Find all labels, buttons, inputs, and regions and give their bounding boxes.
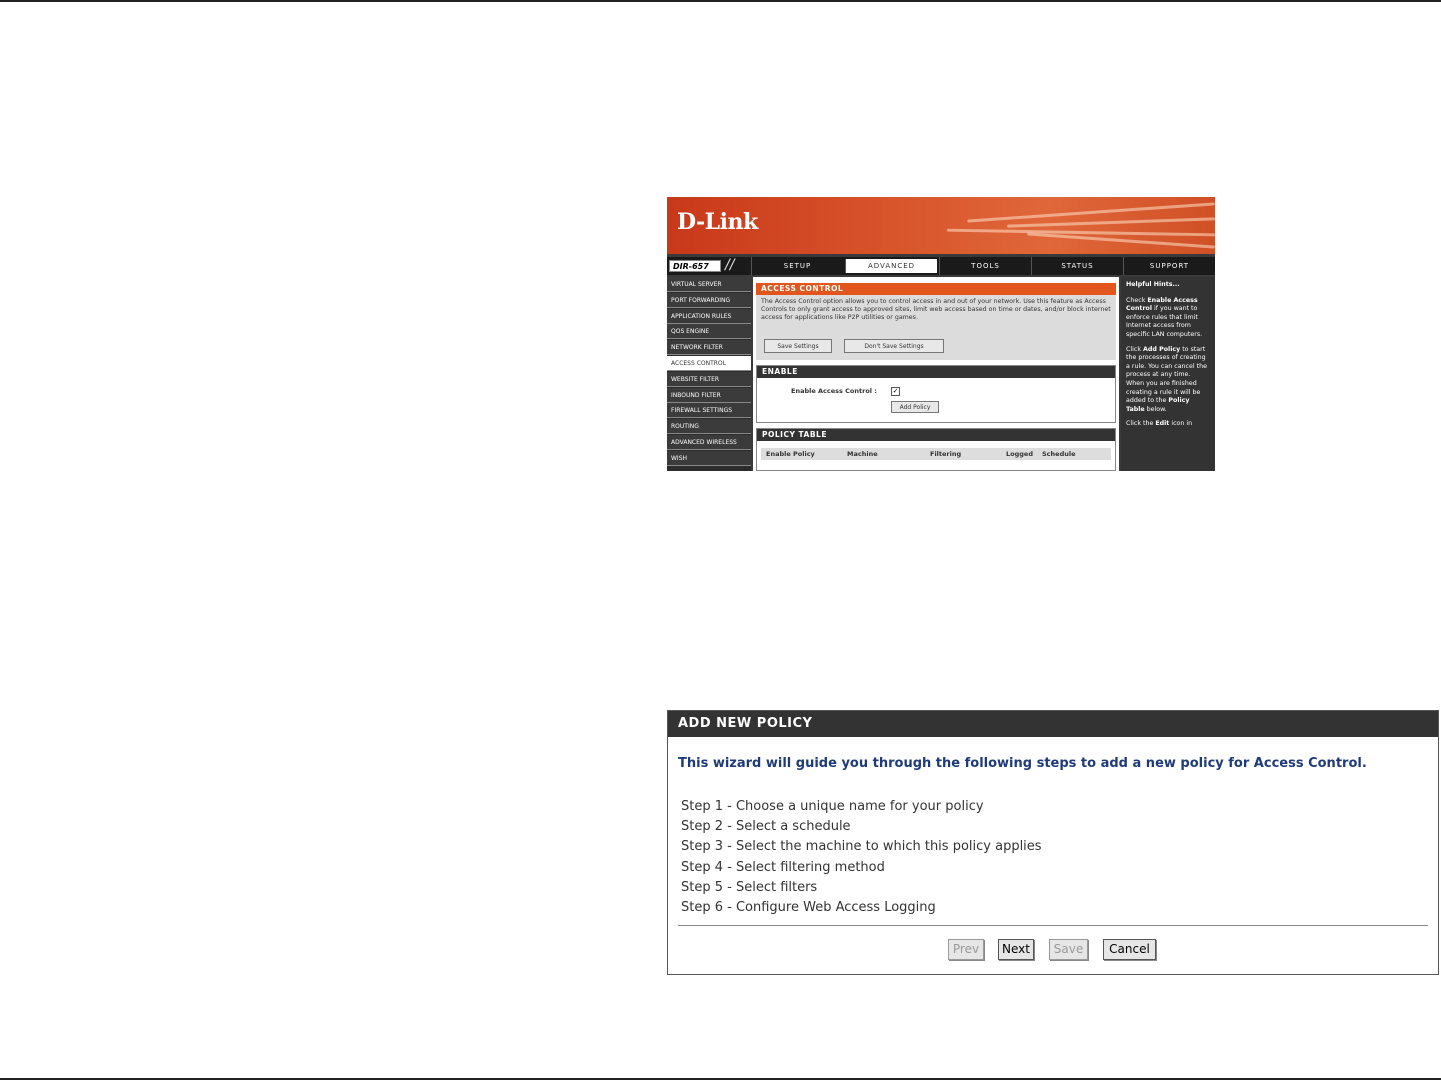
nav-advanced-wireless[interactable]: ADVANCED WIRELESS	[667, 435, 751, 450]
wizard-step: Step 3 - Select the machine to which this policy applies	[681, 839, 1042, 855]
nav-website-filter[interactable]: WEBSITE FILTER	[667, 372, 751, 387]
access-control-panel	[756, 283, 1116, 360]
save-button[interactable]: Save	[1049, 939, 1088, 960]
cancel-button[interactable]: Cancel	[1103, 939, 1156, 960]
enable-access-control-checkbox[interactable]: ✓	[892, 387, 899, 395]
nav-qos-engine[interactable]: QOS ENGINE	[667, 324, 751, 339]
col-enable-policy: Enable Policy	[766, 450, 815, 458]
tab-status[interactable]: STATUS	[1031, 257, 1123, 275]
enable-title: ENABLE	[757, 366, 1115, 378]
hint-enable: Check Enable Access Control if you want to enforce rules that limit Internet access from specific LAN computers.	[1126, 296, 1203, 338]
main-content	[753, 277, 1119, 471]
access-control-description: The Access Control option allows you to control access in and out of your network. Use this feature as Access Controls to only grant access to approved sites, limit web access based on time or dates, and/or block internet access for applications like P2P utilities or games.	[761, 298, 1111, 321]
model-badge	[667, 257, 751, 275]
next-button[interactable]: Next	[998, 939, 1034, 960]
tab-setup[interactable]: SETUP	[751, 257, 843, 275]
left-nav	[667, 277, 751, 471]
wizard-step: Step 6 - Configure Web Access Logging	[681, 899, 936, 915]
hint-add-policy: Click Add Policy to start the processes of creating a rule. You can cancel the process at any time. When you are finished creating a rule it will be added to the Policy Table below.	[1126, 345, 1207, 413]
add-policy-button[interactable]: Add Policy	[891, 401, 939, 413]
policy-table-title: POLICY TABLE	[757, 429, 1115, 441]
nav-virtual-server[interactable]: VIRTUAL SERVER	[667, 277, 751, 292]
nav-routing[interactable]: ROUTING	[667, 419, 751, 434]
hint-edit: Click the Edit icon in	[1126, 420, 1193, 428]
dlink-banner	[667, 197, 1215, 254]
nav-port-forwarding[interactable]: PORT FORWARDING	[667, 293, 751, 308]
nav-wish[interactable]: WISH	[667, 451, 751, 466]
nav-inbound-filter[interactable]: INBOUND FILTER	[667, 388, 751, 403]
tab-advanced[interactable]: ADVANCED	[845, 259, 937, 273]
slash-decoration: //	[725, 257, 735, 273]
policy-table-panel	[756, 428, 1116, 471]
top-rule	[0, 0, 1441, 2]
dont-save-settings-button[interactable]: Don't Save Settings	[844, 339, 944, 353]
prev-button[interactable]: Prev	[948, 939, 984, 960]
dlink-logo: D-Link	[677, 209, 758, 235]
access-control-title: ACCESS CONTROL	[756, 283, 1116, 295]
wizard-divider	[678, 925, 1428, 926]
hints-title: Helpful Hints...	[1126, 281, 1180, 288]
wizard-step: Step 4 - Select filtering method	[681, 859, 885, 875]
wizard-intro: This wizard will guide you through the following steps to add a new policy for Access Control.	[678, 756, 1367, 771]
save-settings-button[interactable]: Save Settings	[764, 339, 832, 353]
wizard-step: Step 5 - Select filters	[681, 879, 818, 895]
wizard-step: Step 2 - Select a schedule	[681, 819, 851, 835]
col-schedule: Schedule	[1042, 450, 1076, 458]
wizard-title: ADD NEW POLICY	[668, 711, 1438, 737]
model-label: DIR-657	[669, 260, 721, 272]
router-screenshot	[667, 197, 1215, 471]
col-machine: Machine	[847, 450, 878, 458]
nav-network-filter[interactable]: NETWORK FILTER	[667, 340, 751, 355]
enable-panel	[756, 365, 1116, 423]
nav-firewall-settings[interactable]: FIREWALL SETTINGS	[667, 403, 751, 418]
helpful-hints	[1121, 277, 1215, 471]
wizard-steps	[681, 797, 1042, 918]
bottom-rule	[0, 1078, 1441, 1080]
top-tabs	[751, 257, 1215, 275]
policy-table-header	[761, 448, 1111, 460]
nav-application-rules[interactable]: APPLICATION RULES	[667, 309, 751, 324]
tab-tools[interactable]: TOOLS	[939, 257, 1031, 275]
add-new-policy-wizard	[667, 710, 1439, 975]
col-filtering: Filtering	[930, 450, 962, 458]
col-logged: Logged	[1006, 450, 1033, 458]
enable-access-control-label: Enable Access Control :	[791, 387, 877, 395]
nav-access-control[interactable]: ACCESS CONTROL	[667, 356, 751, 371]
tab-support[interactable]: SUPPORT	[1123, 257, 1215, 275]
wizard-step: Step 1 - Choose a unique name for your policy	[681, 799, 984, 814]
